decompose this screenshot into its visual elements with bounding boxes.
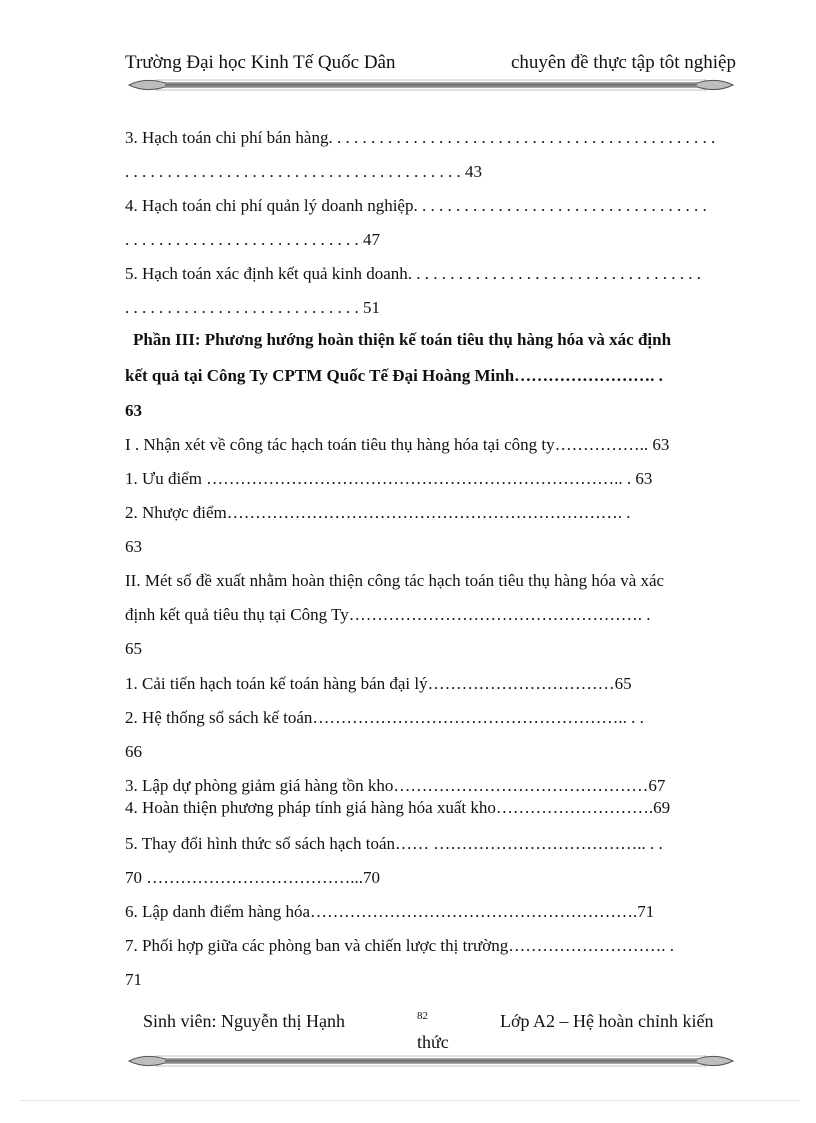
toc-line: 2. Hệ thống sổ sách kế toán……………………………………………….. . .	[125, 708, 644, 727]
toc-part-heading: kết quả tại Công Ty CPTM Quốc Tế Đại Hoàng Minh……………………. .	[125, 366, 663, 385]
footer-ornament-rule	[125, 1050, 737, 1072]
toc-line: . . . . . . . . . . . . . . . . . . . . . . . . . . . . 51	[125, 298, 380, 317]
toc-line: định kết quả tiêu thụ tại Công Ty……………………………………………. .	[125, 605, 651, 624]
footer-class: Lớp A2 – Hệ hoàn chỉnh kiến	[500, 1011, 714, 1031]
page-number: 82	[417, 1010, 428, 1022]
toc-line: 7. Phối hợp giữa các phòng ban và chiến lược thị trường………………………. .	[125, 936, 674, 955]
toc-line: 4. Hoàn thiện phương pháp tính giá hàng hóa xuất kho……………………….69	[125, 798, 671, 817]
toc-line: 4. Hạch toán chi phí quản lý doanh nghiệp. . . . . . . . . . . . . . . . . . . . . . . . . . . . . . . . . . .	[125, 196, 707, 215]
toc-line: I . Nhận xét về công tác hạch toán tiêu thụ hàng hóa tại công ty…………….. 63	[125, 435, 670, 454]
toc-line: 3. Hạch toán chi phí bán hàng. . . . . . . . . . . . . . . . . . . . . . . . . . . . . . . . . . . . . . . . . . . . . .	[125, 128, 716, 147]
toc-page-number: 63	[125, 401, 142, 420]
toc-line: 1. Ưu điểm ……………………………………………………………….. . 63	[125, 469, 653, 488]
header-ornament-rule	[125, 74, 737, 96]
toc-line: 6. Lập danh điểm hàng hóa………………………………………………….71	[125, 902, 655, 921]
toc-line: 5. Hạch toán xác định kết quả kinh doanh. . . . . . . . . . . . . . . . . . . . . . . . . . . . . . . . . . .	[125, 264, 702, 283]
footer-class-continued: thức	[417, 1032, 449, 1052]
toc-line: . . . . . . . . . . . . . . . . . . . . . . . . . . . . . . . . . . . . . . . . 43	[125, 162, 482, 181]
toc-line: 1. Cải tiến hạch toán kế toán hàng bán đại lý……………………………65	[125, 674, 632, 693]
header-university: Trường Đại học Kinh Tế Quốc Dân	[125, 52, 396, 73]
page-bottom-dotted-border	[20, 1100, 800, 1101]
toc-line: 5. Thay đổi hình thức sổ sách hạch toán…… ……………………………….. . .	[125, 834, 663, 853]
toc-page-number: 65	[125, 639, 142, 658]
toc-line: 3. Lập dự phòng giảm giá hàng tồn kho………………………………………67	[125, 776, 666, 795]
toc-page-number: 71	[125, 970, 142, 989]
header-report-title: chuyên đề thực tập tôt nghiệp	[510, 52, 736, 73]
toc-part-heading: Phần III: Phương hướng hoàn thiện kế toán tiêu thụ hàng hóa và xác định	[133, 330, 672, 349]
toc-page-number: 63	[125, 537, 142, 556]
footer-student-name: Sinh viên: Nguyễn thị Hạnh	[143, 1011, 345, 1031]
toc-line: 2. Nhược điểm……………………………………………………………. .	[125, 503, 631, 522]
toc-line: . . . . . . . . . . . . . . . . . . . . . . . . . . . . 47	[125, 230, 380, 249]
toc-page-number: 66	[125, 742, 142, 761]
toc-line: 70 ………………………………...70	[125, 868, 380, 887]
toc-line: II. Mét số đề xuất nhằm hoàn thiện công tác hạch toán tiêu thụ hàng hóa và xác	[125, 571, 665, 590]
